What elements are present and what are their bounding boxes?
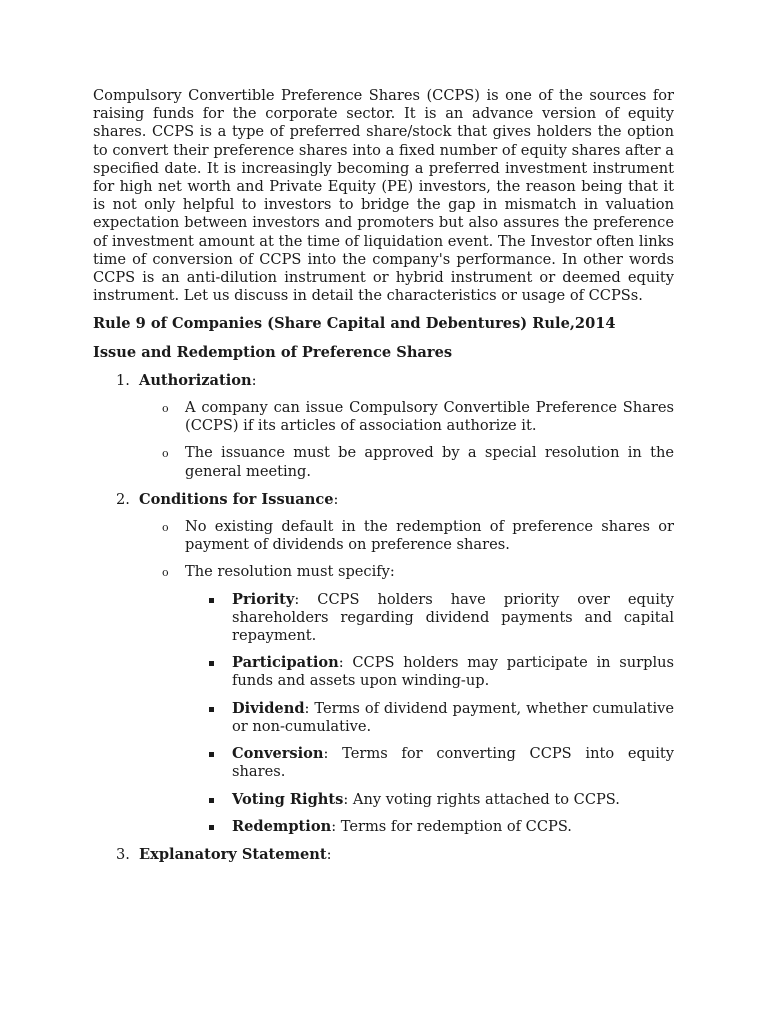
nested-item-term: Dividend bbox=[232, 699, 305, 717]
circle-bullet-icon: o bbox=[162, 521, 169, 535]
nested-list-item-priority bbox=[93, 591, 674, 646]
circle-bullet-icon: o bbox=[162, 447, 169, 461]
list-item-title: Explanatory Statement bbox=[139, 845, 327, 863]
document-page bbox=[93, 87, 674, 864]
nested-item-text: : Terms for converting CCPS into equity shares. bbox=[232, 745, 674, 781]
square-bullet-icon bbox=[209, 661, 214, 666]
nested-item-text: : Terms of dividend payment, whether cumulative or non-cumulative. bbox=[232, 699, 674, 735]
sub-list-item-text: No existing default in the redemption of preference shares or payment of dividends on preference shares. bbox=[185, 518, 674, 554]
list-item-authorization bbox=[93, 372, 674, 390]
list-item-colon: : bbox=[333, 490, 339, 508]
rule-heading: Rule 9 of Companies (Share Capital and Debentures) Rule,2014 bbox=[93, 315, 616, 333]
nested-list-item-conversion bbox=[93, 745, 674, 781]
list-item-colon: : bbox=[326, 845, 332, 863]
nested-item-text: : Any voting rights attached to CCPS. bbox=[343, 790, 620, 808]
sub-list-item-text: The issuance must be approved by a special resolution in the general meeting. bbox=[185, 444, 674, 480]
nested-item-term: Participation bbox=[232, 654, 339, 672]
circle-bullet-icon: o bbox=[162, 402, 169, 416]
list-number: 1. bbox=[116, 371, 130, 389]
intro-paragraph: Compulsory Convertible Preference Shares (CCPS) is one of the sources for raising funds for the corporate sector. It is an advance version of equity shares. CCPS is a type of preferred share/stock that gives holders the option to convert their preference shares into a fixed number of equity shares after a specified date. It is increasingly becoming a preferred investment instrument for high net worth and Private Equity (PE) investors, the reason being that it is not only helpful to investors to bridge the gap in mismatch in valuation expectation between investors and promoters but also assures the preference of investment amount at the time of liquidation event. The Investor often links time of conversion of CCPS into the company's performance. In other words CCPS is an anti-dilution instrument or hybrid instrument or deemed equity instrument. Let us discuss in detail the characteristics or usage of CCPSs. bbox=[93, 87, 674, 305]
sub-list-item bbox=[93, 444, 674, 480]
list-item-title: Conditions for Issuance bbox=[139, 490, 334, 508]
nested-item-term: Voting Rights bbox=[232, 790, 344, 808]
square-bullet-icon bbox=[209, 598, 214, 603]
square-bullet-icon bbox=[209, 752, 214, 757]
nested-list-item-dividend bbox=[93, 700, 674, 736]
nested-item-text: : CCPS holders have priority over equity shareholders regarding dividend payments and capital repayment. bbox=[232, 590, 674, 645]
list-item-title: Authorization bbox=[139, 371, 252, 389]
sub-list-item bbox=[93, 563, 674, 581]
list-item-conditions bbox=[93, 491, 674, 509]
nested-list-item-redemption bbox=[93, 818, 674, 836]
nested-item-term: Priority bbox=[232, 590, 295, 608]
sub-list-item-text: A company can issue Compulsory Convertible Preference Shares (CCPS) if its articles of association authorize it. bbox=[185, 399, 674, 435]
nested-item-term: Conversion bbox=[232, 745, 324, 763]
sub-list-item-text: The resolution must specify: bbox=[185, 563, 395, 581]
nested-item-text: : CCPS holders may participate in surplus funds and assets upon winding-up. bbox=[232, 654, 674, 690]
nested-list-item-voting-rights bbox=[93, 791, 674, 809]
list-item-colon: : bbox=[251, 371, 257, 389]
square-bullet-icon bbox=[209, 798, 214, 803]
nested-item-term: Redemption bbox=[232, 817, 332, 835]
section-heading: Issue and Redemption of Preference Shares bbox=[93, 343, 453, 361]
sub-list-item bbox=[93, 518, 674, 554]
list-number: 3. bbox=[116, 845, 130, 863]
circle-bullet-icon: o bbox=[162, 566, 169, 580]
nested-item-text: : Terms for redemption of CCPS. bbox=[331, 817, 572, 835]
square-bullet-icon bbox=[209, 707, 214, 712]
square-bullet-icon bbox=[209, 825, 214, 830]
nested-list-item-participation bbox=[93, 654, 674, 690]
sub-list-item bbox=[93, 399, 674, 435]
list-number: 2. bbox=[116, 490, 130, 508]
list-item-explanatory-statement bbox=[93, 846, 674, 864]
